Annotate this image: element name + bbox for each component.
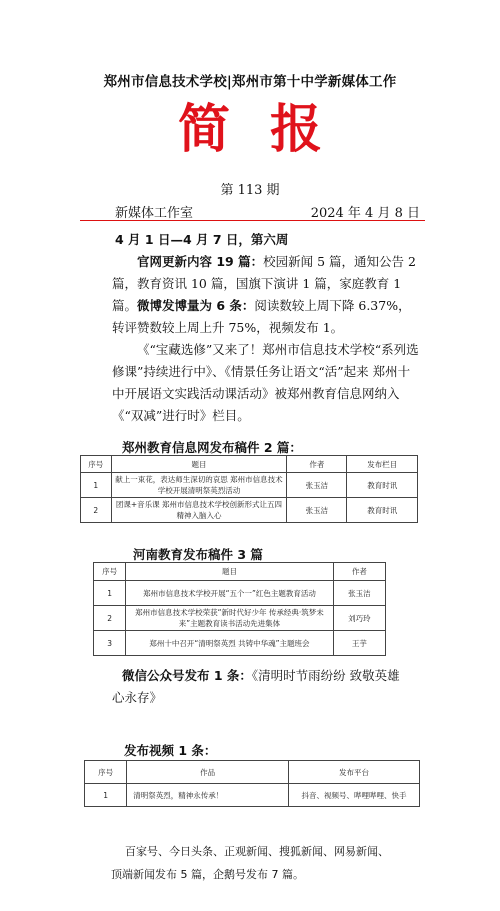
- other-platforms-summary: [111, 840, 405, 886]
- table-cell: 3: [94, 631, 126, 656]
- website-text: 校园新闻 5 篇，通知公告 2 篇，教育资讯 10 篇，国旗下演讲 1 篇，家庭教育 1 篇。: [112, 254, 416, 313]
- henan-edu-table: [93, 562, 386, 656]
- zz-edu-table: [80, 455, 418, 523]
- video-title: 发布视频 1 条：: [124, 743, 217, 758]
- footer-line: 百家号、今日头条、正观新闻、搜狐新闻、网易新闻、: [125, 845, 389, 858]
- table-cell: 2: [94, 606, 126, 631]
- wechat-lead: 微信公众号发布 1 条：: [122, 668, 252, 683]
- featured-summary: 《“宝藏选修”又来了！郑州市信息技术学校“系列选修课”持续进行中》、《情景任务让语文“活”起来 郑州十中开展语文实践活动课活动》被郑州教育信息网纳入《“双减”进行时》栏目。: [112, 342, 419, 423]
- col-header: 题目: [111, 456, 287, 473]
- table-cell: 郑州市信息技术学校开展“五个一”红色主题教育活动: [126, 581, 334, 606]
- table-row: [94, 631, 386, 656]
- footer-line: 顶端新闻发布 5 篇，企鹅号发布 7 篇。: [111, 868, 304, 881]
- table-cell: 刘巧玲: [333, 606, 385, 631]
- table-cell: 1: [81, 473, 112, 498]
- table-cell: 郑州市信息技术学校荣获“新时代好少年 传承经典·筑梦未来”主题教育读书活动先进集体: [126, 606, 334, 631]
- publish-date: 2024 年 4 月 8 日: [310, 206, 420, 221]
- office-date-row: [115, 202, 420, 221]
- weibo-text: 阅读数较上周下降 6.37%，转评赞数较上周上升 75%，视频发布 1。: [112, 298, 411, 335]
- table-header-row: [94, 563, 386, 581]
- table-cell: 献上一束花，表达师生深切的哀思 郑州市信息技术学校开展清明祭英烈活动: [111, 473, 287, 498]
- table-cell: 团课+音乐课 郑州市信息技术学校创新形式让五四精神入脑入心: [111, 498, 287, 523]
- table-cell: 抖音、视频号、哔哩哔哩、快手: [289, 784, 420, 807]
- table-cell: 1: [94, 581, 126, 606]
- henan-edu-title: 河南教育发布稿件 3 篇: [133, 547, 263, 562]
- col-header: 序号: [85, 761, 127, 784]
- table-cell: 王芋: [333, 631, 385, 656]
- masthead-title: 郑州市信息技术学校|郑州市第十中学新媒体工作: [103, 74, 397, 90]
- col-header: 序号: [94, 563, 126, 581]
- table-cell: 教育时讯: [347, 498, 418, 523]
- table-cell: 张玉洁: [333, 581, 385, 606]
- weibo-summary: [112, 295, 422, 339]
- col-header: 发布栏目: [347, 456, 418, 473]
- col-header: 作品: [127, 761, 289, 784]
- table-row: [81, 498, 418, 523]
- table-cell: 郑州十中召开“清明祭英烈 共铸中华魂”主题班会: [126, 631, 334, 656]
- table-cell: 清明祭英烈，精神永传承！: [127, 784, 289, 807]
- table-header-row: [85, 761, 420, 784]
- issue-number: 第 113 期: [220, 183, 280, 198]
- zz-edu-title: 郑州教育信息网发布稿件 2 篇：: [122, 440, 302, 455]
- wechat-summary: [112, 665, 412, 709]
- col-header: 发布平台: [289, 761, 420, 784]
- bulletin-title: 简报: [177, 99, 362, 160]
- col-header: 题目: [126, 563, 334, 581]
- table-header-row: [81, 456, 418, 473]
- office-name: 新媒体工作室: [115, 206, 194, 221]
- table-cell: 2: [81, 498, 112, 523]
- week-range: 4 月 1 日—4 月 7 日，第六周: [115, 232, 289, 247]
- wechat-text: 《清明时节雨纷纷 致敬英雄心永存》: [112, 668, 400, 705]
- red-divider: [80, 220, 425, 221]
- table-cell: 1: [85, 784, 127, 807]
- table-cell: 张玉洁: [287, 498, 347, 523]
- col-header: 作者: [333, 563, 385, 581]
- table-cell: 教育时讯: [347, 473, 418, 498]
- website-lead: 官网更新内容 19 篇：: [137, 254, 264, 269]
- table-cell: 张玉洁: [287, 473, 347, 498]
- table-row: [94, 581, 386, 606]
- table-row: [94, 606, 386, 631]
- weibo-lead: 微博发博量为 6 条：: [137, 298, 255, 313]
- table-row: [81, 473, 418, 498]
- col-header: 作者: [287, 456, 347, 473]
- video-table: [84, 760, 420, 807]
- col-header: 序号: [81, 456, 112, 473]
- table-row: [85, 784, 420, 807]
